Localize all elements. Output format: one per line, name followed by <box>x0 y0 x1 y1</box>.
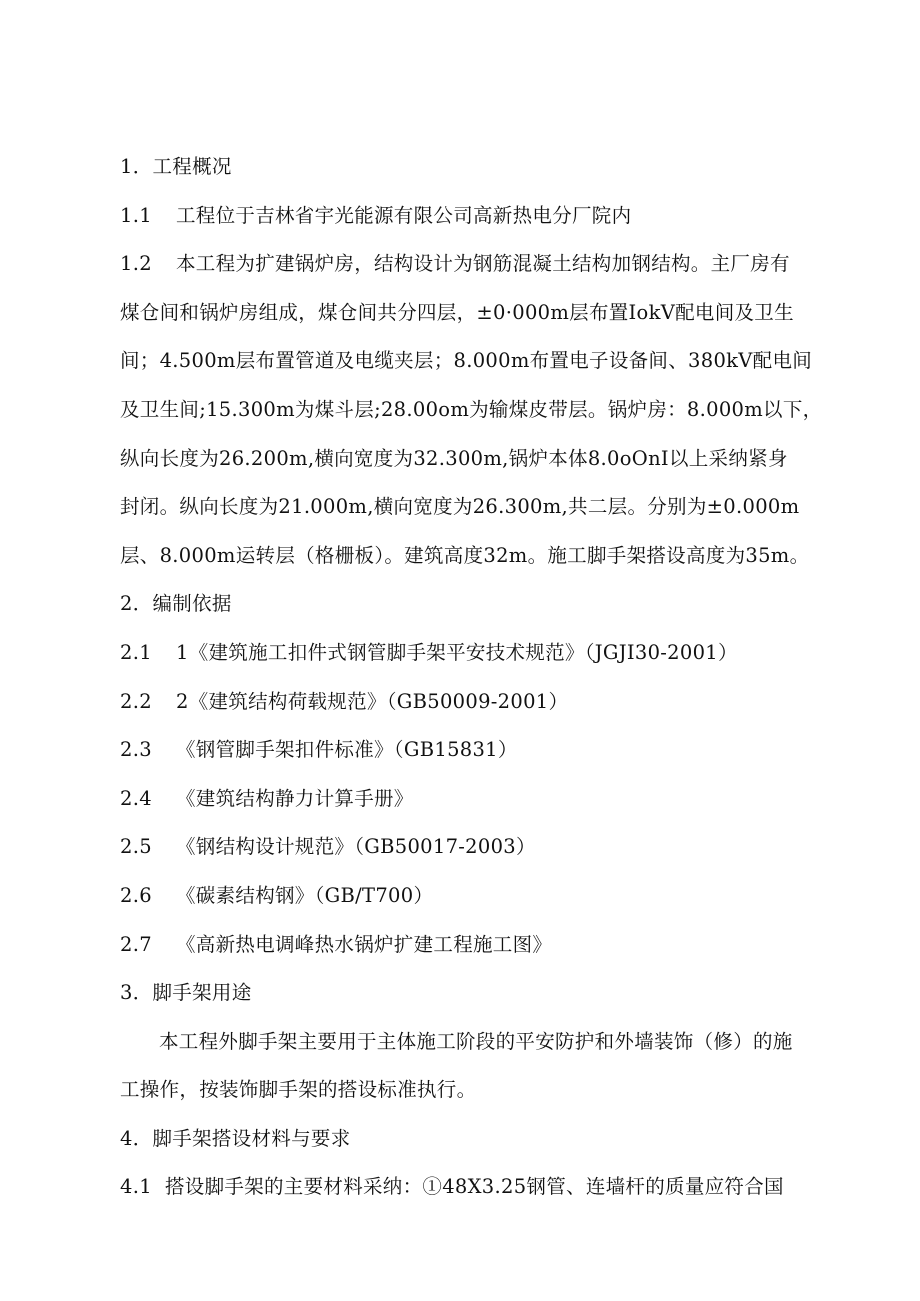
paragraph-line: 本工程外脚手架主要用于主体施工阶段的平安防护和外墙装饰（修）的施 <box>159 1029 793 1053</box>
section-heading-4 <box>120 1115 810 1164</box>
clause-text: 《建筑结构静力计算手册》 <box>176 786 414 810</box>
reference-2-3 <box>120 726 810 775</box>
paragraph-line: 工操作，按装饰脚手架的搭设标准执行。 <box>120 1078 477 1102</box>
paragraph-line: 纵向长度为26.200m,横向宽度为32.300m,锅炉本体8.0oOnI以上采纳紧身 <box>120 446 788 470</box>
reference-2-1 <box>120 629 810 678</box>
paragraph-1-1 <box>120 192 810 241</box>
clause-text: 2《建筑结构荷载规范》（GB50009-2001） <box>176 689 569 713</box>
clause-text: 《钢管脚手架扣件标准》（GB15831） <box>176 738 518 762</box>
reference-2-2 <box>120 678 810 727</box>
paragraph-line: 及卫生间;15.300m为煤斗层;28.00om为输煤皮带层。锅炉房：8.000m以下， <box>120 397 823 421</box>
clause-number: 2.4 <box>120 786 152 810</box>
reference-2-5 <box>120 823 810 872</box>
paragraph-line: 层、8.000m运转层（格栅板）。建筑高度32m。施工脚手架搭设高度为35m。 <box>120 543 810 567</box>
paragraph-line: 封闭。纵向长度为21.000m,横向宽度为26.300m,共二层。分别为±0.000m <box>120 495 800 519</box>
document-body <box>120 143 823 1212</box>
heading-text: 4．脚手架搭设材料与要求 <box>120 1126 351 1150</box>
clause-text: 《碳素结构钢》（GB/T700） <box>176 883 434 907</box>
section-heading-2 <box>120 580 810 629</box>
paragraph-4-1 <box>120 1163 810 1212</box>
clause-number: 2.7 <box>120 932 152 956</box>
clause-text: 搭设脚手架的主要材料采纳：①48X3.25钢管、连墙杆的质量应符合国 <box>165 1175 784 1199</box>
heading-text: 2．编制依据 <box>120 592 232 616</box>
clause-number: 4.1 <box>120 1175 152 1199</box>
clause-text: 工程位于吉林省宇光能源有限公司高新热电分厂院内 <box>176 203 632 227</box>
clause-number: 2.3 <box>120 738 152 762</box>
reference-2-6 <box>120 872 810 921</box>
clause-text: 《钢结构设计规范》（GB50017-2003） <box>176 835 536 859</box>
paragraph-line: 间；4.500m层布置管道及电缆夹层；8.000m布置电子设备间、380kV配电间 <box>120 349 813 373</box>
clause-number: 1.2 <box>120 252 152 276</box>
heading-text: 3．脚手架用途 <box>120 981 252 1005</box>
clause-number: 2.1 <box>120 640 152 664</box>
clause-number: 2.2 <box>120 689 152 713</box>
section-heading-3 <box>120 969 810 1018</box>
clause-text: 本工程为扩建锅炉房，结构设计为钢筋混凝土结构加钢结构。主厂房有 <box>176 252 790 276</box>
section-heading-1 <box>120 143 810 192</box>
clause-number: 2.5 <box>120 835 152 859</box>
clause-text: 1《建筑施工扣件式钢管脚手架平安技术规范》（JGJI30-2001） <box>176 640 738 664</box>
clause-number: 1.1 <box>120 203 152 227</box>
reference-2-7 <box>120 921 810 970</box>
reference-2-4 <box>120 775 810 824</box>
clause-number: 2.6 <box>120 883 152 907</box>
paragraph-1-2 <box>120 240 810 289</box>
clause-text: 《高新热电调峰热水锅炉扩建工程施工图》 <box>176 932 553 956</box>
paragraph-line: 煤仓间和锅炉房组成，煤仓间共分四层，±0·000m层布置IokV配电间及卫生 <box>120 300 794 324</box>
heading-text: 1．工程概况 <box>120 155 232 178</box>
